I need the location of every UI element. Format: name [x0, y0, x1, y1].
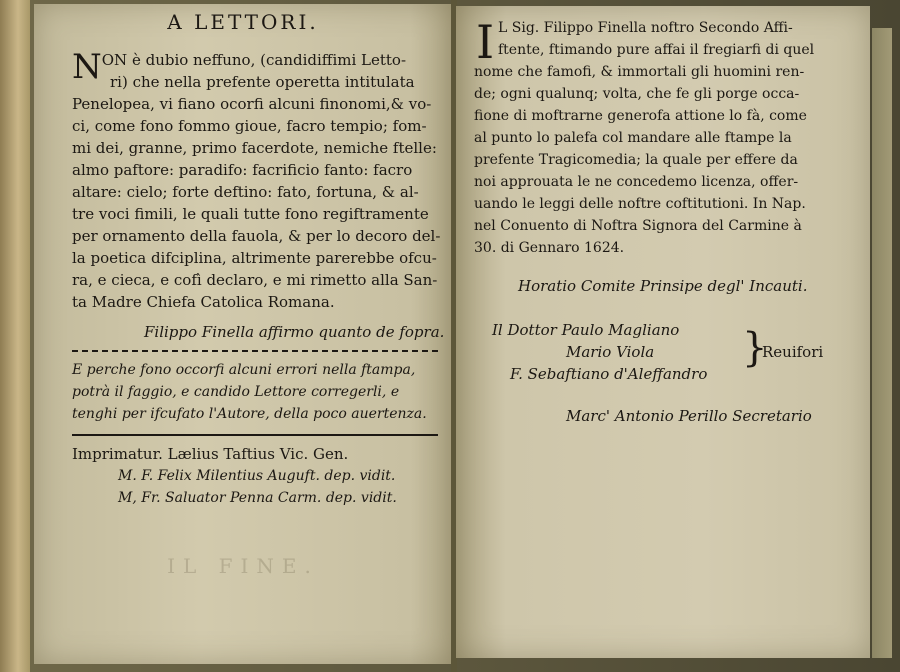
paragraph-line: de; ogni qualunq; volta, che fe gli porge occa- — [474, 86, 800, 102]
divider — [72, 350, 438, 352]
left-page — [34, 4, 452, 664]
paragraph-line: L Sig. Filippo Finella noftro Secondo Affi- — [498, 20, 793, 36]
paragraph-line: nome che famofi, & immortali gli huomini ren- — [474, 64, 805, 80]
paragraph-line: tre voci fimili, le quali tutte fono regiftramente — [72, 205, 429, 223]
paragraph-line: nel Conuento di Noftra Signora del Carmine à — [474, 218, 802, 234]
paragraph-line: al punto lo palefa col mandare alle ftampe la — [474, 130, 792, 146]
paragraph-line: ta Madre Chiefa Catolica Romana. — [72, 293, 335, 311]
revisor-name: Mario Viola — [566, 343, 655, 361]
paragraph-line: NON è dubio neffuno, (candidiffimi Letto- — [72, 47, 407, 87]
imprimatur-line: M, Fr. Saluator Penna Carm. dep. vidit. — [118, 490, 397, 506]
right-page — [456, 6, 870, 658]
paragraph-line: altare: cielo; forte deftino: fato, fortuna, & al- — [72, 183, 419, 201]
signature-finella: Filippo Finella affirmo quanto de fopra. — [144, 323, 445, 341]
paragraph-line: ftente, ftimando pure affai il fregiarfi di quel — [498, 42, 815, 58]
page-edges — [872, 28, 892, 658]
revisor-name: F. Sebaftiano d'Aleffandro — [510, 365, 708, 383]
revisors-label: Reuifori — [762, 343, 824, 361]
paragraph-line: fione di moftrarne generofa attione lo fà, come — [474, 108, 807, 124]
paragraph-line: ra, e cieca, e cofì declaro, e mi rimetto alla San- — [72, 271, 438, 289]
drop-cap: I — [476, 15, 495, 69]
book-spine — [0, 0, 30, 672]
imprimatur-line: M. F. Felix Milentius Auguft. dep. vidit. — [118, 468, 396, 484]
secretary-signature: Marc' Antonio Perillo Secretario — [566, 407, 812, 425]
paragraph-line: mi dei, granne, primo facerdote, nemiche ftelle: — [72, 139, 437, 157]
paragraph-line: ri) che nella prefente operetta intitulata — [110, 73, 415, 91]
errata-line: potrà il faggio, e candido Lettore corregerli, e — [72, 384, 400, 400]
revisor-name: Il Dottor Paulo Magliano — [492, 321, 680, 339]
page-title: A LETTORI. — [167, 10, 319, 34]
paragraph-line: Penelopea, vi fiano ocorfi alcuni finonomi,& vo- — [72, 95, 432, 113]
paragraph-line: prefente Tragicomedia; la quale per effere da — [474, 152, 798, 168]
paragraph-line: almo paftore: paradifo: facrificio fanto: facro — [72, 161, 413, 179]
paragraph-line: per ornamento della fauola, & per lo decoro del- — [72, 227, 441, 245]
prince-signature: Horatio Comite Prinsipe degl' Incauti. — [518, 277, 808, 295]
errata-line: E perche fono occorfi alcuni errori nella ftampa, — [72, 362, 416, 378]
brace-icon: } — [742, 325, 768, 371]
paragraph-line: la poetica difciplina, altrimente parerebbe ofcu- — [72, 249, 437, 267]
imprimatur-line: Imprimatur. Lælius Taftius Vic. Gen. — [72, 445, 349, 463]
show-through-text: IL FINE. — [167, 554, 319, 578]
paragraph-line: noi approuata le ne concedemo licenza, offer- — [474, 174, 799, 190]
drop-cap: N — [72, 47, 102, 87]
paragraph-line: uando le leggi delle noftre coftitutioni. In Nap. — [474, 196, 806, 212]
divider — [72, 434, 438, 436]
errata-line: tenghi per ifcufato l'Autore, della poco auertenza. — [72, 406, 427, 422]
paragraph-line: 30. di Gennaro 1624. — [474, 240, 625, 256]
paragraph-line: ci, come fono fommo gioue, facro tempio; fom- — [72, 117, 427, 135]
